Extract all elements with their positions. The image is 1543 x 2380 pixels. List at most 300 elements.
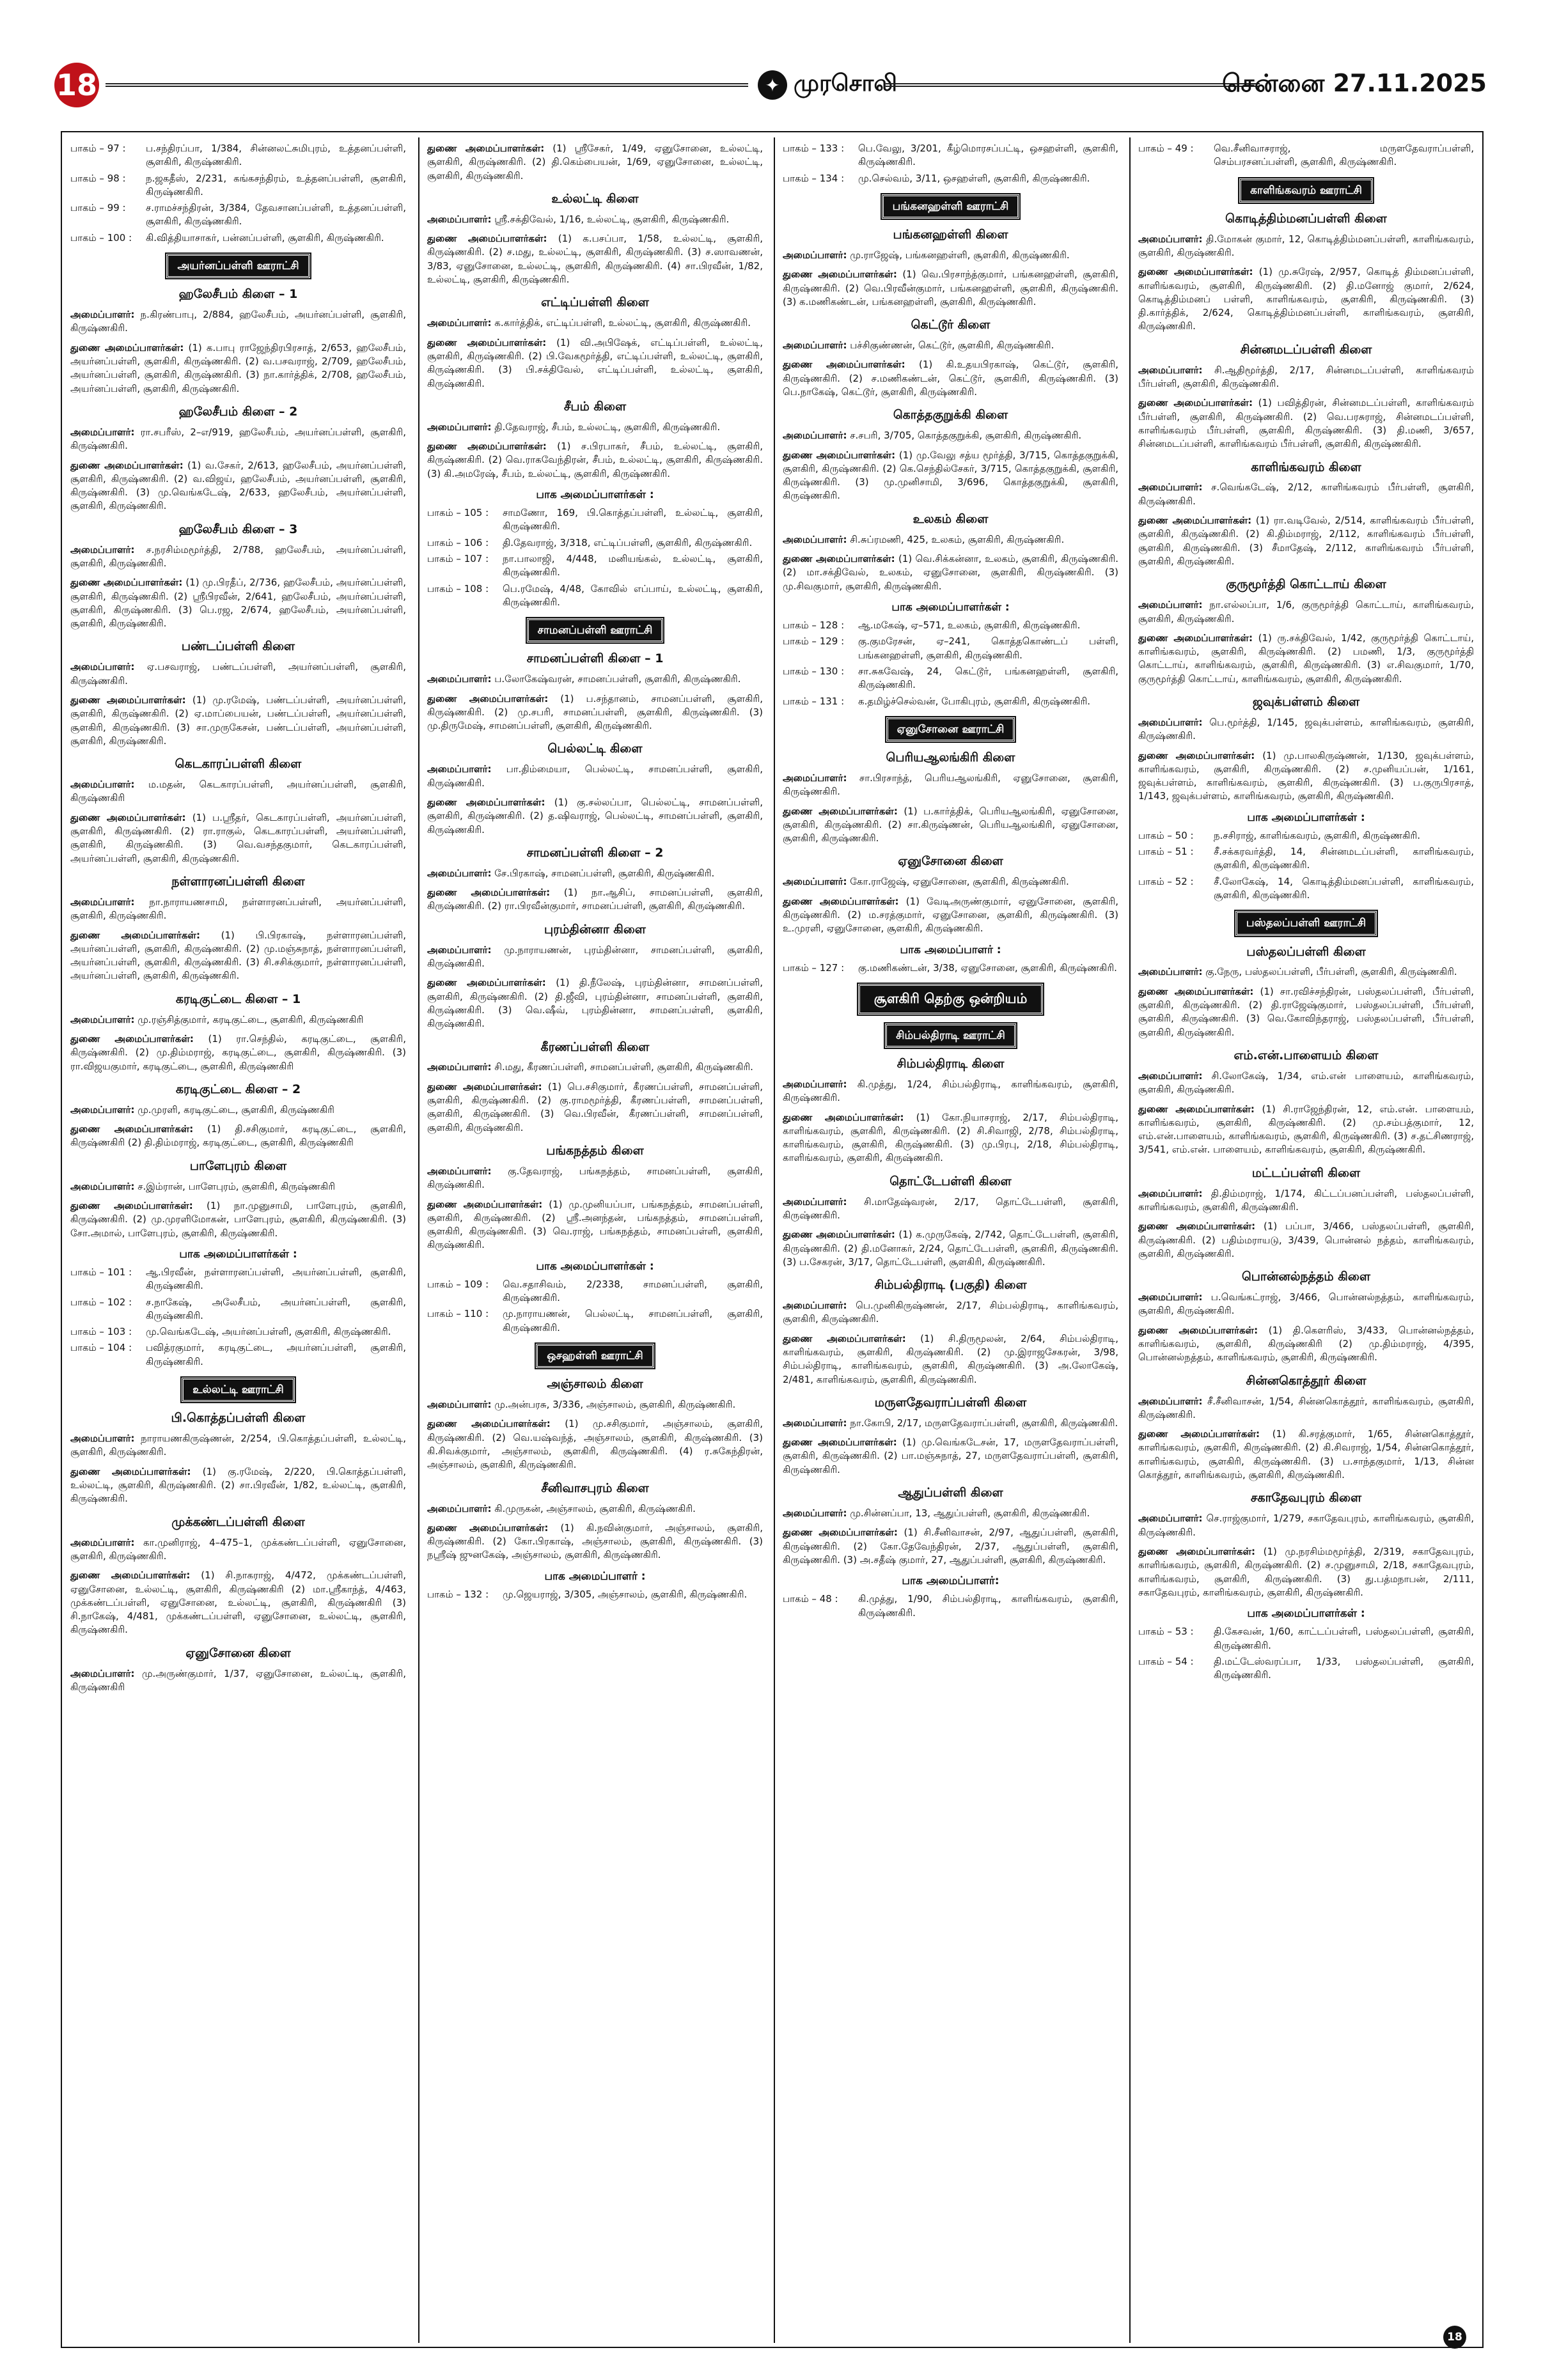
organizer-names: (1) ரு.சக்திவேல், 1/42, குருமூர்த்தி கொட்டாய், காளிங்கவரம், சூளகிரி, கிருஷ்ணகிரி. (2) பமணி, 1/3, குருமூர்த்தி கொட்டாய், காளிங்கவரம், சூளகிரி, கிருஷ்ணகிரி. (3) எ.சிவகுமார், 1/70, குருமூர்த்தி கொட்டாய், காளிங்கவரம், சூளகிரி, கிருஷ்ணகிரி. — [1138, 632, 1474, 685]
organizer-entry — [783, 1507, 1118, 1520]
organizer-entry — [783, 358, 1118, 399]
booth-organizer: தி.கேசவன், 1/60, காட்டப்பள்ளி, பஸ்தலப்பள்ளி, சூளகிரி, கிருஷ்ணகிரி. — [1214, 1626, 1474, 1651]
organizer-names: சீ.சீனிவாசன், 1/54, சின்னகொத்தூர், காளிங்கவரம், சூளகிரி, கிருஷ்ணகிரி. — [1138, 1395, 1474, 1420]
branch-heading: பங்கனஹள்ளி கிளை — [893, 228, 1008, 242]
panchayat-heading: ஒசஹள்ளி ஊராட்சி — [536, 1344, 654, 1368]
organizer-names: கி.முத்து, 1/24, சிம்பல்திராடி, காளிங்கவரம், சூளகிரி, கிருஷ்ணகிரி. — [783, 1078, 1118, 1104]
organizer-entry — [1138, 1324, 1474, 1365]
organizer-names: கா.முனிராஜ், 4–475–1, முக்கண்டப்பள்ளி, ஏனுசோனை, சூளகிரி, கிருஷ்ணகிரி. — [70, 1536, 406, 1562]
organizer-names: க.கார்த்திக், எட்டிப்பள்ளி, உல்லட்டி, சூளகிரி, கிருஷ்ணகிரி. — [491, 317, 751, 329]
branch-heading: கொத்தகுறுக்கி கிளை — [893, 408, 1008, 423]
branch-heading: தொட்டேபள்ளி கிளை — [889, 1174, 1012, 1188]
organizer-names: நா.எல்லப்பா, 1/6, குருமூர்த்தி கொட்டாய், காளிங்கவரம், சூளகிரி, கிருஷ்ணகிரி. — [1138, 599, 1474, 625]
organizer-names: (1) வேடிஅருண்குமார், ஏனுசோனை, சூளகிரி, கிருஷ்ணகிரி. (2) ம.சரத்குமார், ஏனுசோனை, சூளகிரி, கிருஷ்ணகிரி. (3) உ.முரளி, ஏனுசோனை, சூளகிரி, கிருஷ்ணகிரி. — [783, 895, 1118, 935]
organizer-names: கு.தேவராஜ், பங்கநத்தம், சாமனப்பள்ளி, சூளகிரி, கிருஷ்ணகிரி. — [427, 1165, 763, 1191]
branch-heading: சாமனப்பள்ளி கிளை – 2 — [526, 845, 664, 860]
branch-heading: ஹலேசீபம் கிளை – 1 — [178, 287, 298, 302]
role-label: அமைப்பாளர்: — [70, 1536, 135, 1548]
booth-row — [70, 1341, 406, 1369]
booth-row — [783, 961, 1118, 975]
role-label: துணை அமைப்பாளர்கள்: — [783, 1229, 895, 1241]
organizer-names: ஏ.பசவராஜ், பண்டப்பள்ளி, அயர்னப்பள்ளி, சூளகிரி, கிருஷ்ணகிரி. — [70, 661, 406, 687]
booth-organizer: சா.சுகவேஷ், 24, கெட்டூர், பங்கனஹள்ளி, சூளகிரி, கிருஷ்ணகிரி. — [858, 665, 1118, 691]
booth-number: பாகம் – 104 : — [70, 1342, 132, 1354]
role-label: அமைப்பாளர்: — [1138, 1069, 1203, 1082]
organizer-names: சி.மாதேஷ்வரன், 2/17, தொட்டேபள்ளி, சூளகிரி, கிருஷ்ணகிரி. — [783, 1195, 1118, 1221]
booth-row — [70, 1266, 406, 1293]
booth-organizer: மு.நாராயணன், பெல்லட்டி, சாமனப்பள்ளி, சூளகிரி, கிருஷ்ணகிரி. — [503, 1308, 763, 1334]
role-label: துணை அமைப்பாளர்கள்: — [70, 929, 200, 941]
branch-heading: பெரியஆலங்கிரி கிளை — [886, 750, 1015, 765]
booth-organizer: நா.பாலாஜி, 4/448, மனியங்கல், உல்லட்டி, சூளகிரி, கிருஷ்ணகிரி. — [503, 552, 763, 579]
organizer-names: (1) கி.உதயபிரகாஷ், கெட்டூர், சூளகிரி, கிருஷ்ணகிரி. (2) ச.மணிகண்டன், கெட்டூர், சூளகிரி, கிருஷ்ணகிரி. (3) பெ.நாகேஷ், கெட்டூர், சூளகிரி, கிருஷ்ணகிரி. — [783, 359, 1118, 398]
booth-row — [70, 142, 406, 169]
booth-row — [427, 1307, 763, 1335]
organizer-entry — [783, 1228, 1118, 1269]
booth-row — [783, 695, 1118, 708]
role-label: துணை அமைப்பாளர்கள்: — [1138, 1545, 1255, 1557]
branch-heading: சின்னகொத்தூர் கிளை — [1246, 1373, 1367, 1388]
booth-row — [783, 1592, 1118, 1620]
role-label: அமைப்பாளர்: — [1138, 599, 1203, 611]
organizer-entry — [427, 1398, 763, 1412]
role-label: அமைப்பாளர்: — [70, 661, 135, 673]
organizer-names: (1) க.முருகேஷ், 2/742, தொட்டேபள்ளி, சூளகிரி, கிருஷ்ணகிரி. (2) தி.மனோகர், 2/24, தொட்டேபள்ளி, சூளகிரி, கிருஷ்ணகிரி. (3) ப.சேகரன், 3/17, தொட்டேபள்ளி, சூளகிரி, கிருஷ்ணகிரி. — [783, 1229, 1118, 1268]
column-divider — [1129, 137, 1131, 2343]
branch-heading: உல்லட்டி கிளை — [551, 191, 639, 206]
organizer-names: சே.பிரகாஷ், சாமனப்பள்ளி, சூளகிரி, கிருஷ்ணகிரி. — [491, 867, 715, 879]
booth-row — [1138, 1655, 1474, 1683]
panchayat-heading: காளிங்கவரம் ஊராட்சி — [1239, 178, 1373, 203]
column-4 — [1138, 142, 1474, 2335]
booth-row — [1138, 845, 1474, 873]
organizer-entry — [70, 1013, 406, 1027]
organizer-entry — [1138, 364, 1474, 391]
organizer-entry — [783, 1111, 1118, 1165]
organizer-entry — [70, 896, 406, 923]
booth-number: பாகம் – 109 : — [427, 1278, 489, 1290]
branch-heading: சீனிவாசபுரம் கிளை — [541, 1481, 649, 1495]
booth-row — [783, 665, 1118, 692]
paper-name: முரசொலி — [794, 70, 897, 97]
organizer-entry — [1138, 632, 1474, 686]
organizer-entry — [1138, 233, 1474, 260]
role-label: அமைப்பாளர்: — [427, 944, 492, 956]
organizer-names: மு.ரஞ்சித்குமார், கரடிகுட்டை, சூளகிரி, கிருஷ்ணகிரி — [134, 1013, 364, 1025]
role-label: துணை அமைப்பாளர்கள்: — [1138, 1103, 1255, 1115]
organizer-entry — [427, 796, 763, 837]
role-label: துணை அமைப்பாளர்கள்: — [1138, 632, 1253, 644]
booth-number: பாகம் – 100 : — [70, 231, 132, 244]
booth-number: பாகம் – 110 : — [427, 1308, 489, 1320]
organizer-names: (1) சி.நாகராஜ், 4/472, முக்கண்டப்பள்ளி, ஏனுசோனை, உல்லட்டி, சூளகிரி, கிருஷ்ணகிரி (2) மா.ஸ்ரீகாந்த், 4/463, முக்கண்டப்பள்ளி, ஏனுசோனை, உல்லட்டி, சூளகிரி, கிருஷ்ணகிரி (3) சி.நாகேஷ், 4/481, முக்கண்டப்பள்ளி, ஏனுசோனை, உல்லட்டி, சூளகிரி, கிருஷ்ணகிரி. — [70, 1569, 406, 1636]
role-label: அமைப்பாளர்: — [427, 763, 492, 775]
role-label: அமைப்பாளர்: — [70, 426, 135, 438]
organizer-names: (1) ப.ஸ்ரீதர், கெடகாரப்பள்ளி, அயர்னப்பள்ளி, சூளகிரி, கிருஷ்ணகிரி. (2) ரா.ராகுல், கெடகாரப்பள்ளி, அயர்னப்பள்ளி, சூளகிரி, கிருஷ்ணகிரி. (3) வெ.வசந்தகுமார், கெடகாரப்பள்ளி, அயர்னப்பள்ளி, சூளகிரி, கிருஷ்ணகிரி. — [70, 811, 406, 864]
booth-number: பாகம் – 49 : — [1138, 143, 1194, 154]
booth-organizer: கி.வித்தியாசாகர், பன்னப்பள்ளி, சூளகிரி, கிருஷ்ணகிரி. — [146, 231, 384, 244]
organizer-entry — [70, 576, 406, 630]
role-label: துணை அமைப்பாளர்கள்: — [1138, 749, 1255, 761]
booth-number: பாகம் – 103 : — [70, 1326, 132, 1338]
branch-heading: ஹலேசீபம் கிளை – 2 — [178, 404, 298, 419]
role-label: துணை அமைப்பாளர்கள்: — [1138, 266, 1253, 278]
booth-number: பாகம் – 48 : — [783, 1593, 838, 1605]
role-label: அமைப்பாளர்: — [70, 1180, 135, 1192]
role-label: துணை அமைப்பாளர்கள்: — [427, 1521, 549, 1534]
organizer-names: (1) மு.முனியப்பா, பங்கநத்தம், சாமனப்பள்ளி, சூளகிரி, கிருஷ்ணகிரி. (2) ஸ்ரீ.அனந்தன், பங்கநத்தம், சாமனப்பள்ளி, சூளகிரி, கிருஷ்ணகிரி. (3) வெ.ராஜ், பங்கநத்தம், சாமனப்பள்ளி, சூளகிரி, கிருஷ்ணகிரி. — [427, 1198, 763, 1251]
organizer-entry — [427, 213, 763, 226]
booth-organizers-heading: பாக அமைப்பாளர் : — [900, 943, 1001, 956]
role-label: அமைப்பாளர்: — [70, 1013, 135, 1025]
role-label: துணை அமைப்பாளர்கள்: — [427, 977, 546, 989]
organizer-names: (1) மு.சசிகுமார், அஞ்சாலம், சூளகிரி, கிருஷ்ணகிரி. (2) வெ.யஷ்வந்த், அஞ்சாலம், சூளகிரி, கிருஷ்ணகிரி. (3) கி.சிவக்குமார், அஞ்சாலம், சூளகிரி, கிருஷ்ணகிரி. (4) ர.சுகேந்திரன், அஞ்சாலம், சூளகிரி, கிருஷ்ணகிரி. — [427, 1418, 763, 1471]
organizer-names: தி.தேவராஜ், சீபம், உல்லட்டி, சூளகிரி, கிருஷ்ணகிரி. — [491, 421, 721, 433]
role-label: துணை அமைப்பாளர்கள்: — [70, 1465, 191, 1477]
organizer-names: சி.சுப்ரமணி, 425, உலகம், சூளகிரி, கிருஷ்ணகிரி. — [847, 533, 1065, 545]
organizer-entry — [427, 692, 763, 733]
organizer-names: (1) கு.ரமேஷ், 2/220, பி.கொத்தப்பள்ளி, உல்லட்டி, சூளகிரி, கிருஷ்ணகிரி. (2) சா.பிரவீன், 1/82, உல்லட்டி, சூளகிரி, கிருஷ்ணகிரி. — [70, 1465, 406, 1505]
organizer-names: பெ.முனிகிருஷ்ணன், 2/17, சிம்பல்திராடி, காளிங்கவரம், சூளகிரி, கிருஷ்ணகிரி. — [783, 1300, 1118, 1325]
booth-organizer: ஆ.பிரவீன், நள்ளாரனப்பள்ளி, அயர்னப்பள்ளி, சூளகிரி, கிருஷ்ணகிரி. — [146, 1266, 406, 1292]
organizer-names: ப.லோகேஷ்வரன், சாமனப்பள்ளி, சூளகிரி, கிருஷ்ணகிரி. — [491, 673, 741, 685]
role-label: துணை அமைப்பாளர்கள்: — [70, 1032, 194, 1045]
role-label: துணை அமைப்பாளர்கள்: — [783, 1527, 898, 1539]
booth-organizer: மு.செல்வம், 3/11, ஒசஹள்ளி, சூளகிரி, கிருஷ்ணகிரி. — [858, 172, 1090, 184]
role-label: அமைப்பாளர்: — [783, 339, 847, 352]
role-label: துணை அமைப்பாளர்கள்: — [783, 268, 897, 281]
role-label: துணை அமைப்பாளர்கள்: — [70, 1569, 191, 1582]
role-label: அமைப்பாளர்: — [783, 1507, 847, 1520]
booth-number: பாகம் – 132 : — [427, 1588, 489, 1600]
branch-heading: கரடிகுட்டை கிளை – 2 — [175, 1082, 301, 1096]
organizer-names: (1) பவித்திரன், சின்னமடப்பள்ளி, காளிங்கவரம் பீர்பள்ளி, சூளகிரி, கிருஷ்ணகிரி. (2) வெ.பரசுராஜ், சின்னமடப்பள்ளி, காளிங்கவரம் பீர்பள்ளி, சூளகிரி, கிருஷ்ணகிரி. (3) தி.மணி, 3/657, சின்னமடப்பள்ளி, காளிங்கவரம் பீர்பள்ளி, சூளகிரி, கிருஷ்ணகிரி. — [1138, 397, 1474, 450]
organizer-names: (1) மு.ரமேஷ், பண்டப்பள்ளி, அயர்னப்பள்ளி, சூளகிரி, கிருஷ்ணகிரி. (2) ஏ.மாப்பையன், பண்டப்பள்ளி, அயர்னப்பள்ளி, சூளகிரி, கிருஷ்ணகிரி. (3) சா.முருகேசன், பண்டப்பள்ளி, அயர்னப்பள்ளி, சூளகிரி, கிருஷ்ணகிரி. — [70, 694, 406, 747]
role-label: அமைப்பாளர்: — [427, 1502, 492, 1514]
organizer-entry — [70, 1103, 406, 1117]
booth-list — [1138, 1625, 1474, 1682]
column-divider — [774, 137, 775, 2343]
branch-heading: மருளதேவராப்பள்ளி கிளை — [874, 1395, 1027, 1410]
organizer-entry — [427, 1165, 763, 1192]
role-label: அமைப்பாளர்: — [427, 867, 492, 879]
role-label: அமைப்பாளர்: — [1138, 716, 1203, 728]
organizer-entry — [427, 142, 763, 183]
organizer-entry — [70, 1465, 406, 1506]
organizer-names: செ.ராஜ்குமார், 1/279, சகாதேவபுரம், காளிங்கவரம், சூளகிரி, கிருஷ்ணகிரி. — [1138, 1513, 1474, 1538]
column-divider — [418, 137, 419, 2343]
branch-heading: மட்டப்பள்ளி கிளை — [1251, 1165, 1361, 1180]
panchayat-heading: பங்கனஹள்ளி ஊராட்சி — [882, 194, 1020, 219]
organizer-names: (1) கோ.நியாசராஜ், 2/17, சிம்பல்திராடி, காளிங்கவரம், சூளகிரி, கிருஷ்ணகிரி. (2) சி.சிவாஜி, 2/78, சிம்பல்திராடி, காளிங்கவரம், சூளகிரி, கிருஷ்ணகிரி. (3) மு.பிரபு, 2/18, சிம்பல்திராடி, காளிங்கவரம், சூளகிரி, கிருஷ்ணகிரி. — [783, 1111, 1118, 1164]
booth-organizer: ப.சந்திரப்பா, 1/384, சின்னலட்சுமிபுரம், உத்தனப்பள்ளி, சூளகிரி, கிருஷ்ணகிரி. — [146, 143, 406, 168]
panchayat-heading: ஏனுசோனை ஊராட்சி — [886, 717, 1015, 742]
organizer-entry — [783, 339, 1118, 352]
booth-list — [427, 1588, 763, 1601]
organizer-entry — [1138, 1220, 1474, 1261]
booth-number: பாகம் – 52 : — [1138, 875, 1194, 887]
role-label: துணை அமைப்பாளர்கள்: — [783, 805, 898, 817]
organizer-entry — [1138, 1545, 1474, 1599]
role-label: அமைப்பாளர்: — [427, 1399, 492, 1411]
organizer-entry — [783, 805, 1118, 846]
organizer-names: (1) தி.சசிகுமார், கரடிகுட்டை, சூளகிரி, கிருஷ்ணகிரி (2) தி.திம்மராஜ், கரடிகுட்டை, சூளகிரி, கிருஷ்ணகிரி — [70, 1123, 406, 1149]
booth-organizer: க.தமிழ்ச்செல்வன், போகிபுரம், சூளகிரி, கிருஷ்ணகிரி. — [858, 695, 1091, 707]
booth-row — [427, 536, 763, 550]
booth-row — [427, 582, 763, 610]
organizer-entry — [427, 1521, 763, 1562]
role-label: துணை அமைப்பாளர்கள்: — [1138, 1428, 1260, 1440]
organizer-entry — [427, 886, 763, 914]
booth-number: பாகம் – 99 : — [70, 202, 126, 214]
organizer-names: மு.ராஜேஷ், பங்கனஹள்ளி, சூளகிரி, கிருஷ்ணகிரி. — [847, 249, 1070, 261]
role-label: துணை அமைப்பாளர்கள்: — [427, 440, 547, 453]
booth-row — [783, 635, 1118, 662]
organizer-entry — [1138, 1512, 1474, 1539]
organizer-entry — [70, 1569, 406, 1637]
organizer-names: ஸ்ரீ.சக்திவேல், 1/16, உல்லட்டி, சூளகிரி, கிருஷ்ணகிரி. — [491, 213, 730, 225]
organizer-names: (1) கி.சரத்குமார், 1/65, சின்னகொத்தூர், காளிங்கவரம், சூளகிரி, கிருஷ்ணகிரி. (2) கி.சிவராஜ், 1/54, சின்னகொத்தூர், காளிங்கவரம், சூளகிரி, கிருஷ்ணகிரி. (3) ப.சாந்தகுமார், 1/13, சின்ன கொத்தூர், காளிங்கவரம், சூளகிரி, கிருஷ்ணகிரி. — [1138, 1428, 1474, 1481]
masthead — [56, 63, 1487, 107]
organizer-entry — [427, 867, 763, 880]
role-label: அமைப்பாளர்: — [1138, 1187, 1203, 1199]
booth-organizer: பெ.ரமேஷ், 4/48, கோவில் எப்பாய், உல்லட்டி, சூளகிரி, கிருஷ்ணகிரி. — [503, 582, 763, 608]
booth-row — [70, 1296, 406, 1323]
booth-organizer: மு.ஜெயராஜ், 3/305, அஞ்சாலம், சூளகிரி, கிருஷ்ணகிரி. — [503, 1588, 748, 1600]
organizer-entry — [783, 429, 1118, 442]
role-label: துணை அமைப்பாளர்கள்: — [783, 449, 896, 461]
organizer-entry — [70, 1032, 406, 1073]
booth-organizers-heading: பாக அமைப்பாளர்கள் : — [891, 600, 1010, 614]
organizer-entry — [427, 1080, 763, 1135]
branch-heading: புரம்தின்னா கிளை — [544, 922, 646, 937]
organizer-entry — [70, 660, 406, 688]
organizer-entry — [1138, 1291, 1474, 1318]
booth-list — [1138, 142, 1474, 169]
booth-organizers-heading: பாக அமைப்பாளர்கள் : — [536, 488, 654, 501]
page-number-badge: 18 — [54, 63, 99, 107]
role-label: அமைப்பாளர்: — [70, 896, 135, 908]
organizer-entry — [427, 316, 763, 330]
organizer-names: சி.மது, கீரணப்பள்ளி, சாமனப்பள்ளி, சூளகிரி, கிருஷ்ணகிரி. — [491, 1061, 753, 1073]
booth-organizer: பெ.வேலு, 3/201, கீழ்மொரசப்பட்டி, ஒசஹள்ளி, சூளகிரி, கிருஷ்ணகிரி. — [858, 143, 1118, 168]
branch-heading: பி.கொத்தப்பள்ளி கிளை — [171, 1411, 306, 1426]
organizer-entry — [70, 341, 406, 396]
organizer-entry — [1138, 1395, 1474, 1422]
role-label: துணை அமைப்பாளர்கள்: — [70, 1123, 194, 1135]
booth-organizer: சீ.லோகேஷ், 14, கொடித்திம்மனப்பள்ளி, காளிங்கவரம், சூளகிரி, கிருஷ்ணகிரி. — [1214, 875, 1474, 901]
organizer-names: (1) வி.அபிஷேக், எட்டிப்பள்ளி, உல்லட்டி, சூளகிரி, கிருஷ்ணகிரி. (2) பி.வேகமூர்த்தி, எட்டிப்பள்ளி, உல்லட்டி, சூளகிரி, கிருஷ்ணகிரி. (3) பி.சக்திவேல், எட்டிப்பள்ளி, உல்லட்டி, சூளகிரி, கிருஷ்ணகிரி. — [427, 336, 763, 389]
role-label: அமைப்பாளர்: — [70, 779, 135, 791]
booth-organizers-heading: பாக அமைப்பாளர்கள் : — [1247, 811, 1365, 824]
booth-row — [1138, 142, 1474, 169]
role-label: அமைப்பாளர்: — [1138, 233, 1203, 245]
organizer-entry — [783, 895, 1118, 936]
role-label: துணை அமைப்பாளர்கள்: — [70, 694, 186, 706]
branch-heading: பஸ்தலப்பள்ளி கிளை — [1246, 944, 1366, 959]
organizer-names: (1) தி.கௌரிஸ், 3/433, பொன்னல்நத்தம், காளிங்கவரம், சூளகிரி, கிருஷ்ணகிரி (2) மு.திம்மராஜ், 4/395, பொன்னல்நத்தம், காளிங்கவரம், சூளகிரி, கிருஷ்ணகிரி. — [1138, 1324, 1474, 1364]
organizer-entry — [427, 1061, 763, 1074]
booth-number: பாகம் – 97 : — [70, 143, 126, 154]
organizer-entry — [783, 1526, 1118, 1567]
organizer-names: (1) சி.திருமூலன், 2/64, சிம்பல்திராடி, காளிங்கவரம், சூளகிரி, கிருஷ்ணகிரி. (2) மு.இராஜசேகரன், 3/98, சிம்பல்திராடி, காளிங்கவரம், சூளகிரி, கிருஷ்ணகிரி. (3) அ.லோகேஷ், 2/481, காளிங்கவரம், சூளகிரி, கிருஷ்ணகிரி. — [783, 1332, 1118, 1385]
footer-page-number: 18 — [1443, 2326, 1466, 2349]
booth-number: பாகம் – 98 : — [70, 172, 126, 184]
booth-list — [783, 142, 1118, 185]
organizer-entry — [1138, 396, 1474, 451]
organizer-entry — [427, 232, 763, 286]
organizer-entry — [70, 694, 406, 748]
booth-row — [70, 201, 406, 229]
organizer-entry — [783, 875, 1118, 889]
booth-number: பாகம் – 134 : — [783, 172, 845, 184]
branch-heading: கீரணப்பள்ளி கிளை — [540, 1039, 650, 1054]
organizer-names: கோ.ராஜேஷ், ஏனுசோனை, சூளகிரி, கிருஷ்ணகிரி. — [847, 876, 1069, 888]
booth-organizer: சாமணோ, 169, பி.கொத்தப்பள்ளி, உல்லட்டி, சூளகிரி, கிருஷ்ணகிரி. — [503, 507, 763, 533]
role-label: அமைப்பாளர்: — [783, 1300, 847, 1312]
booth-number: பாகம் – 54 : — [1138, 1655, 1194, 1667]
organizer-entry — [783, 1078, 1118, 1105]
organizer-names: (1) நா.முனுசாமி, பாளேபுரம், சூளகிரி, கிருஷ்ணகிரி. (2) மு.முரளிமோகன், பாளேபுரம், சூளகிரி, கிருஷ்ணகிரி. (3) சோ.அமால், பாளேபுரம், சூளகிரி, கிருஷ்ணகிரி. — [70, 1199, 406, 1239]
organizer-names: (1) வெ.பிரசாந்த்குமார், பங்கனஹள்ளி, சூளகிரி, கிருஷ்ணகிரி. (2) வெ.பிரவீன்குமார், பங்கனஹள்ளி, சூளகிரி, கிருஷ்ணகிரி. (3) க.மணிகண்டன், பங்கனஹள்ளி, சூளகிரி, கிருஷ்ணகிரி. — [783, 268, 1118, 307]
booth-row — [783, 142, 1118, 169]
role-label: அமைப்பாளர்: — [1138, 1291, 1203, 1303]
booth-organizer: வெ.சீனிவாசராஜ், மருளதேவராப்பள்ளி, செம்பரசனப்பள்ளி, சூளகிரி, கிருஷ்ணகிரி. — [1214, 143, 1474, 168]
role-label: துணை அமைப்பாளர்கள்: — [1138, 397, 1253, 409]
organizer-entry — [1138, 265, 1474, 333]
organizer-names: (1) வ.சேகர், 2/613, ஹலேசீபம், அயர்னப்பள்ளி, சூளகிரி, கிருஷ்ணகிரி. (2) வ.விஜய், ஹலேசீபம், அயர்னப்பள்ளி, சூளகிரி, கிருஷ்ணகிரி. (3) மு.வெங்கடேஷ், 2/633, ஹலேசீபம், அயர்னப்பள்ளி, சூளகிரி, கிருஷ்ணகிரி. — [70, 459, 406, 512]
booth-organizers-heading: பாக அமைப்பாளர் : — [544, 1569, 646, 1583]
role-label: அமைப்பாளர்: — [783, 772, 847, 784]
booth-list — [783, 1592, 1118, 1620]
organizer-entry — [1138, 1103, 1474, 1157]
branch-heading: காளிங்கவரம் கிளை — [1251, 460, 1361, 474]
organizer-names: நா.நாராயணசாமி, நள்ளாரனப்பள்ளி, அயர்னப்பள்ளி, சூளகிரி, கிருஷ்ணகிரி. — [70, 896, 406, 922]
booth-number: பாகம் – 101 : — [70, 1266, 132, 1278]
booth-row — [70, 1325, 406, 1339]
role-label: அமைப்பாளர்: — [70, 1103, 135, 1116]
branch-heading: கெடகாரப்பள்ளி கிளை — [175, 757, 302, 772]
booth-list — [427, 1278, 763, 1335]
booth-row — [70, 172, 406, 199]
organizer-names: பச்சிகுண்ணன், கெட்டூர், சூளகிரி, கிருஷ்ணகிரி. — [847, 339, 1054, 352]
booth-number: பாகம் – 129 : — [783, 635, 845, 648]
booth-organizers-heading: பாக அமைப்பாளர்கள் : — [1247, 1607, 1365, 1621]
role-label: துணை அமைப்பாளர்கள்: — [70, 341, 184, 354]
organizer-entry — [427, 673, 763, 686]
booth-number: பாகம் – 127 : — [783, 961, 845, 974]
role-label: அமைப்பாளர்: — [783, 430, 847, 442]
booth-number: பாகம் – 51 : — [1138, 846, 1194, 858]
organizer-entry — [70, 426, 406, 453]
branch-heading: ஏனுசோனை கிளை — [185, 1645, 291, 1660]
organizer-entry — [783, 1299, 1118, 1326]
booth-list — [70, 1266, 406, 1369]
organizer-entry — [1138, 716, 1474, 743]
panchayat-heading: சாமனப்பள்ளி ஊராட்சி — [527, 618, 664, 642]
panchayat-heading: சிம்பல்திராடி ஊராட்சி — [885, 1023, 1016, 1048]
role-label: அமைப்பாளர்: — [1138, 364, 1203, 376]
organizer-names: ந.கிரண்பாபு, 2/884, ஹலேசீபம், அயர்னப்பள்ளி, சூளகிரி, கிருஷ்ணகிரி. — [70, 309, 406, 334]
organizer-names: மு.முரளி, கரடிகுட்டை, சூளகிரி, கிருஷ்ணகிரி — [134, 1103, 334, 1116]
organizer-entry — [427, 763, 763, 790]
organizer-entry — [1138, 1187, 1474, 1215]
organizer-names: (1) சா.ரவிச்சந்திரன், பஸ்தலப்பள்ளி, பீர்பள்ளி, சூளகிரி, கிருஷ்ணகிரி. (2) தி.ராஜேஷ்குமார், பஸ்தலப்பள்ளி, பீர்பள்ளி, சூளகிரி, கிருஷ்ணகிரி. (3) வெ.கோவிந்தராஜ், பஸ்தலப்பள்ளி, பீர்பள்ளி, சூளகிரி, கிருஷ்ணகிரி. — [1138, 985, 1474, 1038]
organizer-names: (1) ப.கார்த்திக், பெரியஆலங்கிரி, ஏனுசோனை, சூளகிரி, கிருஷ்ணகிரி. (2) சா.கிருஷ்ணன், பெரியஆலங்கிரி, ஏனுசோனை, சூளகிரி, கிருஷ்ணகிரி. — [783, 805, 1118, 844]
branch-heading: சின்னமடப்பள்ளி கிளை — [1240, 342, 1372, 357]
organizer-names: (1) ப.சந்தானம், சாமனப்பள்ளி, சூளகிரி, கிருஷ்ணகிரி. (2) மு.சபரி, சாமனப்பள்ளி, சூளகிரி, கிருஷ்ணகிரி. (3) மு.திருமேஷ், சாமனப்பள்ளி, சூளகிரி, கிருஷ்ணகிரி. — [427, 692, 763, 732]
branch-heading: கொடித்திம்மனப்பள்ளி கிளை — [1225, 211, 1387, 226]
organizer-names: சா.பிரசாந்த், பெரியஆலங்கிரி, ஏனுசோனை, சூளகிரி, கிருஷ்ணகிரி. — [783, 772, 1118, 798]
booth-organizers-heading: பாக அமைப்பாளர்கள் : — [179, 1247, 297, 1261]
organizer-names: (1) க.பாபு ராஜேந்திரபிரசாத், 2/653, ஹலேசீபம், அயர்னப்பள்ளி, சூளகிரி, கிருஷ்ணகிரி. (2) வ.பசவராஜ், 2/709, ஹலேசீபம், அயர்னப்பள்ளி, சூளகிரி, கிருஷ்ணகிரி. (3) நா.கார்த்திக், 2/708, ஹலேசீபம், அயர்னப்பள்ளி, சூளகிரி, கிருஷ்ணகிரி. — [70, 341, 406, 394]
city-date: சென்னை 27.11.2025 — [1222, 69, 1487, 97]
organizer-entry — [70, 1199, 406, 1240]
booth-organizer: கி.முத்து, 1/90, சிம்பல்திராடி, காளிங்கவரம், சூளகிரி, கிருஷ்ணகிரி. — [858, 1593, 1118, 1619]
organizer-names: நாராயணகிருஷ்ணன், 2/254, பி.கொத்தப்பள்ளி, உல்லட்டி, சூளகிரி, கிருஷ்ணகிரி. — [70, 1433, 406, 1458]
booth-row — [1138, 1625, 1474, 1653]
booth-organizer: பவித்ரகுமார், கரடிகுட்டை, அயர்னப்பள்ளி, சூளகிரி, கிருஷ்ணகிரி. — [146, 1342, 406, 1367]
masthead-rule-right — [886, 83, 1260, 87]
role-label: துணை அமைப்பாளர்கள்: — [1138, 1220, 1256, 1233]
role-label: துணை அமைப்பாளர்கள்: — [427, 336, 547, 348]
organizer-names: (1) வெ.சிக்கன்னா, உலகம், சூளகிரி, கிருஷ்ணகிரி. (2) மா.சக்திவேல், உலகம், ஏனுசோனை, சூளகிரி, கிருஷ்ணகிரி. (3) மு.சிவகுமார், சூளகிரி, கிருஷ்ணகிரி. — [783, 553, 1118, 592]
branch-heading: சகாதேவபுரம் கிளை — [1250, 1491, 1362, 1505]
booth-organizer: ந.சசிராஜ், காளிங்கவரம், சூளகிரி, கிருஷ்ணகிரி. — [1214, 829, 1420, 841]
organizer-names: தி.திம்மராஜ், 1/174, கிட்டப்பனப்பள்ளி, பஸ்தலப்பள்ளி, காளிங்கவரம், சூளகிரி, கிருஷ்ணகிரி. — [1138, 1187, 1474, 1213]
booth-list — [1138, 829, 1474, 902]
organizer-names: ச.வெங்கடேஷ், 2/12, காளிங்கவரம் பீர்பள்ளி, சூளகிரி, கிருஷ்ணகிரி. — [1138, 481, 1474, 507]
branch-heading: ஆதுப்பள்ளி கிளை — [898, 1486, 1003, 1500]
organizer-names: (1) ரா.வடிவேல், 2/514, காளிங்கவரம் பீர்பள்ளி, சூளகிரி, கிருஷ்ணகிரி. (2) கி.திம்மராஜ், 2/112, காளிங்கவரம் பீர்பள்ளி, சூளகிரி, கிருஷ்ணகிரி. (3) சீமாதேஷ், 2/112, காளிங்கவரம் பீர்பள்ளி, சூளகிரி, கிருஷ்ணகிரி. — [1138, 515, 1474, 567]
booth-number: பாகம் – 53 : — [1138, 1626, 1194, 1638]
booth-row — [783, 172, 1118, 185]
organizer-entry — [70, 1123, 406, 1150]
column-2 — [427, 142, 763, 2335]
organizer-names: (1) மு.வெங்கடேசன், 17, மருளதேவராப்பள்ளி, சூளகிரி, கிருஷ்ணகிரி. (2) பா.மஞ்சுநாத், 27, மருளதேவராப்பள்ளி, சூளகிரி, கிருஷ்ணகிரி. — [783, 1436, 1118, 1475]
booth-number: பாகம் – 131 : — [783, 695, 845, 707]
organizer-names: ம.மதன், கெடகாரப்பள்ளி, அயர்னப்பள்ளி, சூளகிரி, கிருஷ்ணகிரி — [70, 779, 406, 804]
branch-heading: ஜவுக்பள்ளம் கிளை — [1252, 695, 1360, 710]
booth-organizer: சீ.சக்கரவர்த்தி, 14, சின்னமடப்பள்ளி, காளிங்கவரம், சூளகிரி, கிருஷ்ணகிரி. — [1214, 846, 1474, 871]
booth-organizer: ஆ.மகேஷ், ஏ–571, உலகம், சூளகிரி, கிருஷ்ணகிரி. — [858, 619, 1081, 632]
role-label: துணை அமைப்பாளர்கள்: — [427, 797, 545, 808]
organizer-names: (1) மு.பாலகிருஷ்ணன், 1/130, ஜவுக்பள்ளம், காளிங்கவரம், சூளகிரி, கிருஷ்ணகிரி. (2) ச.முனியப்பன், 1/161, ஜவுக்பள்ளம், காளிங்கவரம், சூளகிரி, கிருஷ்ணகிரி. (3) ப.குருபிரசாத், 1/143, ஜவுக்பள்ளம், காளிங்கவரம், சூளகிரி, கிருஷ்ணகிரி. — [1138, 749, 1474, 802]
role-label: துணை அமைப்பாளர்கள்: — [783, 553, 895, 565]
role-label: அமைப்பாளர்: — [783, 249, 847, 261]
role-label: அமைப்பாளர்: — [1138, 1513, 1203, 1525]
booth-organizer: கு.குமரேசன், ஏ–241, கொத்தகொண்டப் பள்ளி, பங்கனஹள்ளி, சூளகிரி, கிருஷ்ணகிரி. — [858, 635, 1118, 661]
role-label: துணை அமைப்பாளர்கள்: — [783, 1111, 904, 1123]
organizer-entry — [70, 1667, 406, 1695]
booth-row — [1138, 875, 1474, 903]
role-label: அமைப்பாளர்: — [70, 543, 135, 556]
column-3 — [783, 142, 1118, 2335]
booth-organizers-heading: பாக அமைப்பாளர்: — [902, 1575, 999, 1588]
organizer-names: மு.அருண்குமார், 1/37, ஏனுசோனை, உல்லட்டி, சூளகிரி, கிருஷ்ணகிரி — [70, 1667, 406, 1693]
role-label: அமைப்பாளர்: — [427, 1061, 492, 1073]
paper-logo — [758, 68, 897, 102]
organizer-names: (1) கி.நவின்குமார், அஞ்சாலம், சூளகிரி, கிருஷ்ணகிரி. (2) கோ.பிரகாஷ், அஞ்சாலம், சூளகிரி, கிருஷ்ணகிரி. (3) நஸ்ரீஷ் ஜுனகேஷ், அஞ்சாலம், சூளகிரி, கிருஷ்ணகிரி. — [427, 1521, 763, 1561]
organizer-names: (1) மு.சுரேஷ், 2/957, கொடித் திம்மனப்பள்ளி, காளிங்கவரம், சூளகிரி, கிருஷ்ணகிரி. (2) தி.மனோஜ் குமார், 2/624, கொடித்திம்மனப் பள்ளி, காளிங்கவரம், சூளகிரி, கிருஷ்ணகிரி. (3) தி.கார்த்திக், 2/624, கொடித்திம்மனப்பள்ளி, காளிங்கவரம், சூளகிரி, கிருஷ்ணகிரி. — [1138, 266, 1474, 332]
role-label: துணை அமைப்பாளர்கள்: — [70, 1199, 193, 1211]
organizer-entry — [783, 1332, 1118, 1387]
booth-row — [427, 1278, 763, 1305]
branch-heading: கரடிகுட்டை கிளை – 1 — [175, 992, 301, 1006]
role-label: துணை அமைப்பாளர்கள்: — [427, 1198, 543, 1210]
booth-list — [783, 961, 1118, 975]
role-label: துணை அமைப்பாளர்கள்: — [427, 692, 549, 704]
